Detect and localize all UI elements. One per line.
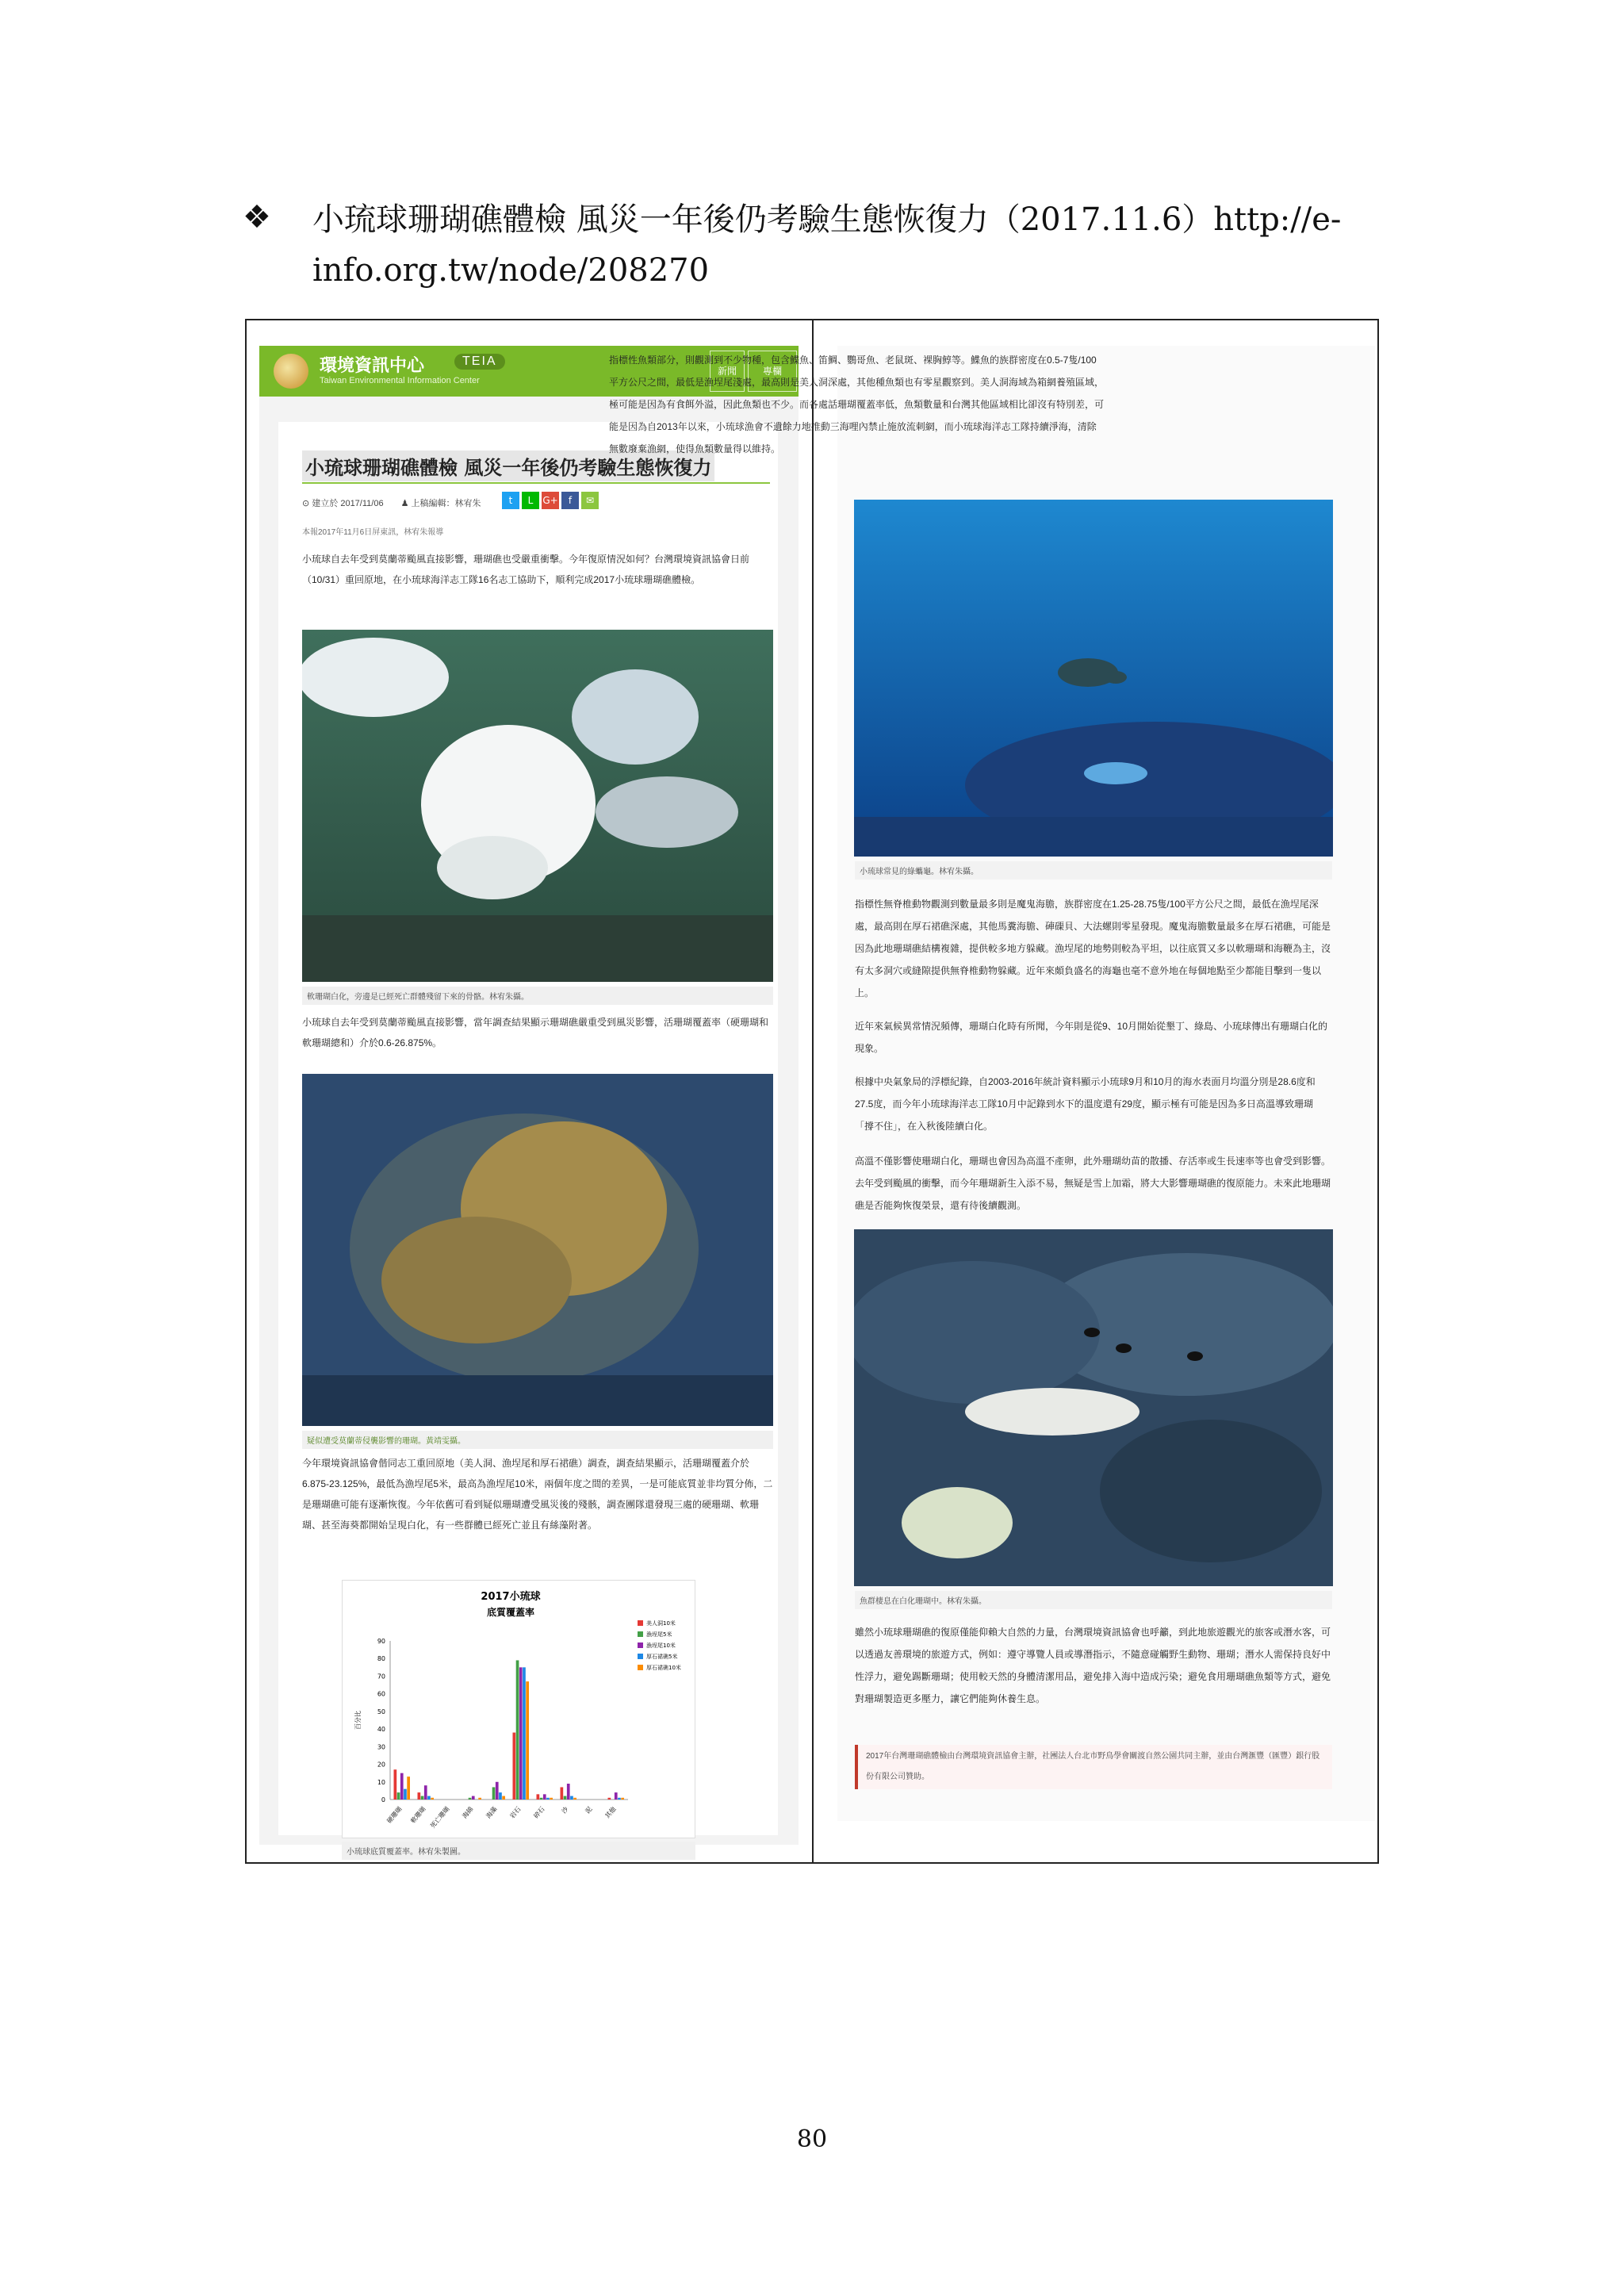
facebook-icon[interactable]: f bbox=[561, 492, 579, 509]
bar-海綿-漁埕尾5米 bbox=[469, 1798, 472, 1800]
left-column bbox=[259, 346, 799, 1857]
right-paragraph-2: 指標性無脊椎動物觀測到數量最多則是魔鬼海膽，族群密度在1.25-28.75隻/100平方公尺之間，最低在漁埕尾深處，最高則在厚石裙礁深處，其他馬糞海膽、硨磲貝、大法螺則零星發現。魔鬼海膽數量最多在厚石裙礁，可能是因為此地珊瑚礁結構複雜，提供較多地方躲藏。漁埕尾的地勢則較為平坦，以往底質又多以軟珊瑚和海鞭為主，沒有太多洞穴或縫隙提供無脊椎動物躲藏。近年來頗負盛名的海龜也毫不意外地在每個地點至少都能目擊到一隻以上。 bbox=[855, 899, 1331, 999]
chart-title: 2017小琉球 bbox=[481, 1591, 541, 1603]
x-tick-label: 泥 bbox=[584, 1805, 594, 1815]
bar-海藻-漁埕尾10米 bbox=[496, 1782, 499, 1800]
twitter-icon[interactable]: t bbox=[502, 492, 519, 509]
y-tick-label: 0 bbox=[381, 1796, 385, 1803]
bleached-soft-coral-photo bbox=[302, 630, 773, 982]
title-underline bbox=[302, 482, 770, 484]
x-tick-label: 沙 bbox=[560, 1805, 570, 1815]
right-photo-caption-1: 小琉球常見的綠蠵龜。林宥朱攝。 bbox=[855, 861, 1332, 880]
bar-沙-美人洞10米 bbox=[561, 1787, 564, 1800]
bar-碎石-厚石裙礁10米 bbox=[550, 1798, 553, 1800]
article-meta: ⊙ 建立於 2017/11/06 ♟ 上稿編輯：林宥朱 bbox=[302, 499, 481, 508]
bar-岩石-厚石裙礁5米 bbox=[523, 1667, 526, 1800]
site-subtitle: Taiwan Environmental Information Center bbox=[320, 376, 480, 385]
bar-海綿-漁埕尾10米 bbox=[472, 1796, 475, 1800]
bar-碎石-美人洞10米 bbox=[537, 1794, 540, 1800]
teia-badge: TEIA bbox=[454, 354, 505, 370]
bar-軟珊瑚-漁埕尾5米 bbox=[421, 1796, 424, 1800]
bar-硬珊瑚-漁埕尾10米 bbox=[400, 1773, 404, 1800]
article-paragraph-3: 今年環境資訊協會偕同志工重回原地（美人洞、漁埕尾和厚石裙礁）調查，調查結果顯示，活珊瑚覆蓋介於6.875-23.125%，最低為漁埕尾5米，最高為漁埕尾10米，兩個年度之間的差異，一是可能底質並非均質分佈，二是珊瑚礁可能有逐漸恢復。今年依舊可看到疑似珊瑚遭受風災後的殘骸，調查團隊還發現三處的硬珊瑚、軟珊瑚、甚至海葵都開始呈現白化，有一些群體已經死亡並且有絲藻附著。 bbox=[302, 1458, 773, 1531]
photo-caption-1: 軟珊瑚白化，旁邊是已經死亡群體殘留下來的骨骼。林宥朱攝。 bbox=[302, 987, 773, 1005]
bar-岩石-美人洞10米 bbox=[513, 1733, 516, 1800]
email-icon[interactable]: ✉ bbox=[581, 492, 599, 509]
legend-label: 厚石裙礁10米 bbox=[646, 1665, 681, 1671]
legend-swatch-漁埕尾10米 bbox=[638, 1642, 643, 1648]
legend-swatch-漁埕尾5米 bbox=[638, 1631, 643, 1637]
article-source: 本報2017年11月6日屏東訊，林宥朱報導 bbox=[302, 528, 444, 537]
heading-text: 小琉球珊瑚礁體檢 風災一年後仍考驗生態恢復力（2017.11.6）http://e-info.org.tw/node/208270 bbox=[312, 201, 1342, 289]
bar-海綿-厚石裙礁10米 bbox=[478, 1798, 481, 1800]
y-tick-label: 40 bbox=[377, 1726, 385, 1734]
bar-軟珊瑚-厚石裙礁5米 bbox=[427, 1796, 431, 1800]
right-paragraph-5: 高溫不僅影響使珊瑚白化，珊瑚也會因為高溫不產卵，此外珊瑚幼苗的散播、存活率或生長速率等也會受到影響。去年受到颱風的衝擊，而今年珊瑚新生入添不易，無疑是雪上加霜，將大大影響珊瑚礁的復原能力。未來此地珊瑚礁是否能夠恢復榮景，還有待後續觀測。 bbox=[855, 1156, 1331, 1211]
bar-海藻-漁埕尾5米 bbox=[492, 1787, 496, 1800]
right-paragraph-1: 指標性魚類部分，則觀測到不少物種，包含鰈魚、笛鯛、鸚哥魚、老鼠斑、裸胸鯙等。鰈魚的族群密度在0.5-7隻/100平方公尺之間，最低是漁埕尾淺處，最高則是美人洞深處，其他種魚類也有零星觀察到。美人洞海域為箱網養殖區域，極可能是因為有食餌外溢，因此魚類也不少。而各處話珊瑚覆蓋率低，魚類數量和台灣其他區域相比卻沒有特別差，可能是因為自2013年以來，小琉球漁會不遺餘力地推動三海哩內禁止施放流刺網，而小琉球海洋志工隊持續淨海，清除無數廢棄漁網，使得魚類數量得以維持。 bbox=[609, 355, 1105, 454]
chart-y-axis-label: 百分比 bbox=[354, 1711, 362, 1730]
bar-其他-美人洞10米 bbox=[608, 1798, 611, 1800]
x-tick-label: 碎石 bbox=[532, 1805, 546, 1820]
bar-其他-厚石裙礁5米 bbox=[618, 1798, 621, 1800]
site-name: 環境資訊中心 bbox=[320, 355, 425, 376]
bar-海藻-厚石裙礁10米 bbox=[502, 1796, 505, 1800]
coverage-chart-svg bbox=[343, 1581, 695, 1838]
y-tick-label: 70 bbox=[377, 1673, 385, 1681]
nav-column-button[interactable]: 專欄 bbox=[748, 351, 797, 392]
article-title: 小琉球珊瑚礁體檢 風災一年後仍考驗生態恢復力 bbox=[302, 450, 714, 481]
bar-岩石-厚石裙礁10米 bbox=[526, 1681, 529, 1800]
bar-硬珊瑚-漁埕尾5米 bbox=[397, 1792, 400, 1800]
bar-其他-漁埕尾10米 bbox=[615, 1792, 618, 1800]
chart-caption: 小琉球底質覆蓋率。林宥朱製圖。 bbox=[342, 1842, 695, 1860]
coverage-chart bbox=[342, 1580, 695, 1838]
y-tick-label: 90 bbox=[377, 1638, 385, 1645]
bar-沙-厚石裙礁10米 bbox=[573, 1798, 576, 1800]
bar-軟珊瑚-厚石裙礁10米 bbox=[431, 1798, 434, 1800]
photo-caption-2: 疑似遭受莫蘭蒂侵襲影響的珊瑚。黃靖雯攝。 bbox=[302, 1431, 773, 1449]
y-tick-label: 50 bbox=[377, 1708, 385, 1715]
bar-沙-漁埕尾10米 bbox=[567, 1784, 570, 1800]
bar-碎石-漁埕尾10米 bbox=[543, 1794, 546, 1800]
sea-turtle-photo bbox=[854, 500, 1333, 857]
x-tick-label: 軟珊瑚 bbox=[409, 1805, 427, 1825]
page-number: 80 bbox=[796, 2125, 828, 2153]
fish-bleached-coral-photo bbox=[854, 1229, 1333, 1586]
diamond-bullet-icon: ❖ bbox=[243, 199, 271, 236]
legend-swatch-美人洞10米 bbox=[638, 1620, 643, 1626]
x-tick-label: 硬珊瑚 bbox=[385, 1805, 404, 1825]
bar-碎石-漁埕尾5米 bbox=[540, 1798, 543, 1800]
y-tick-label: 20 bbox=[377, 1761, 385, 1769]
line-icon[interactable]: L bbox=[522, 492, 539, 509]
legend-label: 厚石裙礁5米 bbox=[646, 1654, 678, 1660]
bar-海藻-厚石裙礁5米 bbox=[499, 1792, 502, 1800]
legend-label: 美人洞10米 bbox=[646, 1620, 676, 1627]
right-paragraph-4: 根據中央氣象局的浮標紀錄，自2003-2016年統計資料顯示小琉球9月和10月的海水表面月均溫分別是28.6度和27.5度，而今年小琉球海洋志工隊10月中記錄到水下的溫度還有29度，顯示極有可能是因為多日高溫導致珊瑚「撐不住」，在入秋後陸續白化。 bbox=[855, 1076, 1316, 1132]
y-tick-label: 10 bbox=[377, 1778, 385, 1786]
right-photo-caption-2: 魚群棲息在白化珊瑚中。林宥朱攝。 bbox=[855, 1591, 1332, 1609]
y-tick-label: 60 bbox=[377, 1690, 385, 1698]
bar-沙-漁埕尾5米 bbox=[564, 1796, 567, 1800]
legend-label: 漁埕尾10米 bbox=[646, 1642, 676, 1649]
sponsor-note: 2017年台灣珊瑚礁體檢由台灣環境資訊協會主辦，社團法人台北市野鳥學會關渡自然公園共同主辦，並由台灣滙豐（匯豐）銀行股份有限公司贊助。 bbox=[855, 1745, 1332, 1789]
x-tick-label: 其他 bbox=[603, 1805, 618, 1820]
google-plus-icon[interactable]: G+ bbox=[542, 492, 559, 509]
nav-news-button[interactable]: 新聞 bbox=[710, 351, 745, 392]
y-tick-label: 80 bbox=[377, 1655, 385, 1663]
column-divider bbox=[812, 320, 814, 1862]
x-tick-label: 岩石 bbox=[508, 1805, 523, 1820]
legend-label: 漁埕尾5米 bbox=[646, 1631, 672, 1638]
bar-硬珊瑚-厚石裙礁10米 bbox=[407, 1777, 410, 1800]
section-heading bbox=[243, 194, 1408, 296]
article-paragraph-2: 小琉球自去年受到莫蘭蒂颱風直接影響，當年調查結果顯示珊瑚礁嚴重受到風災影響，活珊瑚覆蓋率（硬珊瑚和軟珊瑚總和）介於0.6-26.875%。 bbox=[302, 1017, 769, 1048]
x-tick-label: 海藻 bbox=[485, 1805, 499, 1820]
share-bar bbox=[502, 492, 601, 509]
bar-其他-厚石裙礁10米 bbox=[621, 1798, 624, 1800]
right-paragraph-6: 雖然小琉球珊瑚礁的復原僅能仰賴大自然的力量，台灣環境資訊協會也呼籲，到此地旅遊觀光的旅客或潛水客，可以透過友善環境的旅遊方式，例如：遵守導覽人員或導潛指示，不隨意碰觸野生動物、珊瑚；潛水人需保持良好中性浮力，避免踢斷珊瑚；使用較天然的身體清潔用品，避免排入海中造成污染；避免食用珊瑚礁魚類等方式，避免對珊瑚製造更多壓力，讓它們能夠休養生息。 bbox=[855, 1627, 1331, 1704]
legend-swatch-厚石裙礁5米 bbox=[638, 1654, 643, 1659]
bar-岩石-漁埕尾5米 bbox=[516, 1660, 519, 1800]
bar-岩石-漁埕尾10米 bbox=[519, 1667, 523, 1800]
chart-subtitle: 底質覆蓋率 bbox=[486, 1607, 535, 1618]
article-card bbox=[278, 422, 778, 1857]
bar-軟珊瑚-漁埕尾10米 bbox=[424, 1785, 427, 1800]
brain-coral-photo bbox=[302, 1074, 773, 1426]
legend-swatch-厚石裙礁10米 bbox=[638, 1665, 643, 1670]
y-tick-label: 30 bbox=[377, 1743, 385, 1751]
article-paragraph-1: 小琉球自去年受到莫蘭蒂颱風直接影響，珊瑚礁也受嚴重衝擊。今年復原情況如何？台灣環境資訊協會日前（10/31）重回原地，在小琉球海洋志工隊16名志工協助下，順利完成2017小琉球珊瑚礁體檢。 bbox=[302, 554, 750, 585]
teia-logo-icon bbox=[274, 354, 308, 389]
bar-硬珊瑚-厚石裙礁5米 bbox=[404, 1789, 407, 1800]
x-tick-label: 海綿 bbox=[461, 1805, 475, 1820]
right-paragraph-3: 近年來氣候異常情況頻傳，珊瑚白化時有所聞，今年則是從9、10月開始從墾丁、綠島、小琉球傳出有珊瑚白化的現象。 bbox=[855, 1021, 1328, 1054]
bar-碎石-厚石裙礁5米 bbox=[546, 1798, 550, 1800]
bar-沙-厚石裙礁5米 bbox=[570, 1796, 573, 1800]
bar-硬珊瑚-美人洞10米 bbox=[394, 1769, 397, 1800]
x-tick-label: 死亡珊瑚 bbox=[429, 1805, 451, 1830]
bar-軟珊瑚-美人洞10米 bbox=[418, 1792, 421, 1800]
